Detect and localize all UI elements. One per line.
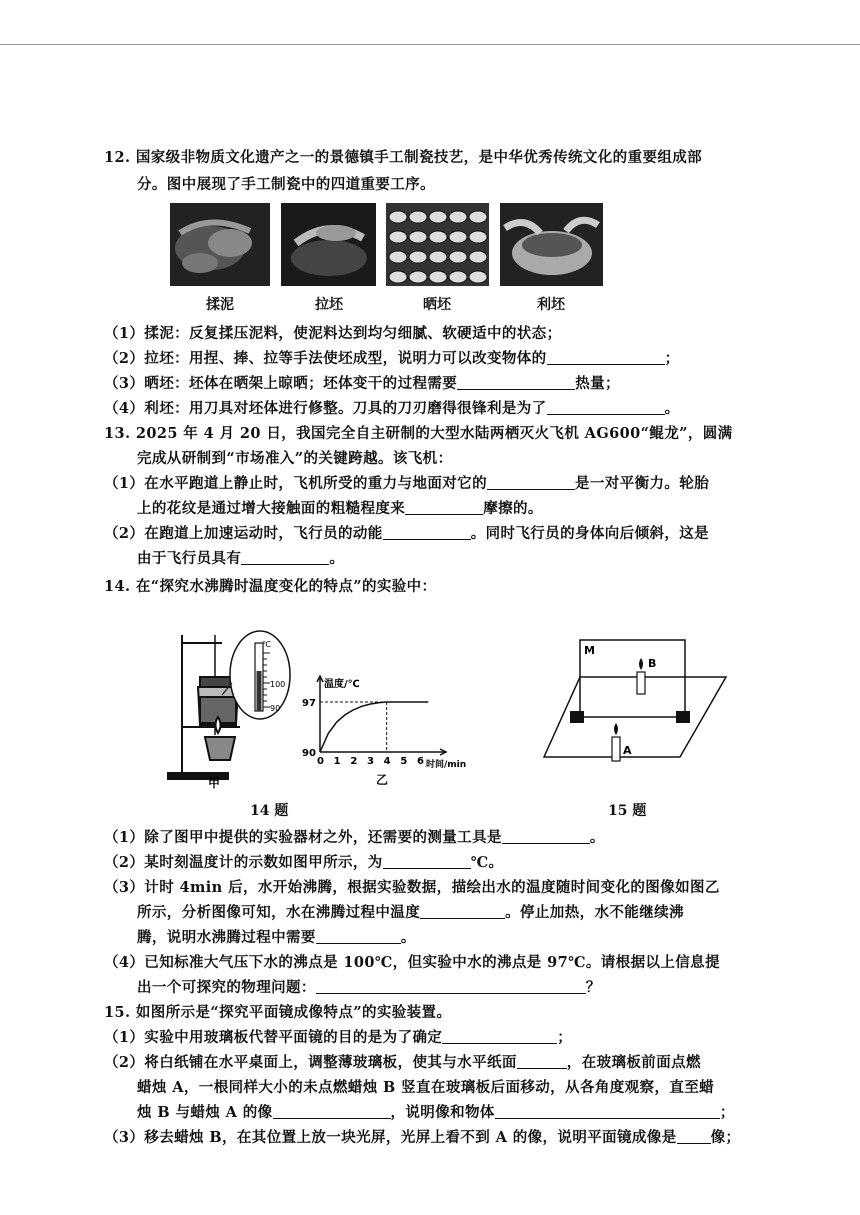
answer-blank[interactable] bbox=[547, 400, 665, 415]
q12-sub2-end: ； bbox=[664, 350, 680, 367]
x-tick-label: 6 bbox=[417, 756, 424, 767]
figure-yi-label: 乙 bbox=[376, 773, 389, 787]
q15-sub2-text4: ，说明像和物体 bbox=[390, 1104, 495, 1121]
answer-blank[interactable] bbox=[383, 854, 471, 869]
q14-sub2-end: ℃。 bbox=[470, 854, 504, 871]
y-tick-label: 97 bbox=[302, 698, 316, 709]
q14-sub2-text: （2）某时刻温度计的示数如图甲所示，为 bbox=[104, 854, 383, 871]
q13-sub1-text2: 是一对平衡力。轮胎 bbox=[575, 475, 710, 492]
q14-sub1 bbox=[104, 828, 605, 848]
q14-sub2 bbox=[104, 853, 503, 873]
q15-sub1-end: ； bbox=[557, 1029, 573, 1046]
series-line bbox=[320, 702, 428, 752]
q14-sub3-cont2 bbox=[137, 928, 416, 948]
answer-blank[interactable] bbox=[316, 979, 586, 994]
answer-blank[interactable] bbox=[495, 1104, 720, 1119]
q13-sub2-end: 。 bbox=[329, 550, 345, 567]
caption-throwing: 拉坯 bbox=[315, 297, 343, 313]
answer-blank[interactable] bbox=[383, 525, 471, 540]
q14-sub4-cont bbox=[137, 978, 601, 998]
q15-sub2-cont2 bbox=[137, 1103, 735, 1123]
q12-line1: 12. 国家级非物质文化遗产之一的景德镇手工制瓷技艺，是中华优秀传统文化的重要组成部 bbox=[104, 149, 703, 166]
q13-sub2 bbox=[104, 524, 709, 544]
x-tick-label: 4 bbox=[383, 756, 391, 767]
figure-yi-chart bbox=[298, 672, 483, 787]
y-tick-label: 90 bbox=[302, 748, 316, 759]
answer-blank[interactable] bbox=[273, 1104, 391, 1119]
q15-line1: 15. 如图所示是“探究平面镜成像特点”的实验装置。 bbox=[104, 1004, 452, 1021]
q14-sub3-text2: 所示，分析图像可知，水在沸腾过程中温度 bbox=[137, 904, 421, 921]
q13-sub2-text3: 由于飞行员具有 bbox=[137, 550, 242, 567]
answer-blank[interactable] bbox=[547, 350, 665, 365]
q14-line1: 14. 在“探究水沸腾时温度变化的特点”的实验中： bbox=[104, 578, 437, 595]
answer-blank[interactable] bbox=[677, 1129, 711, 1144]
q13-sub1-end: 摩擦的。 bbox=[483, 500, 543, 517]
q14-sub3: （3）计时 4min 后，水开始沸腾，根据实验数据，描绘出水的温度随时间变化的图像如图乙 bbox=[104, 879, 720, 896]
q15-sub2-text3: 烛 B 与蜡烛 A 的像 bbox=[137, 1104, 273, 1121]
q14-sub4: （4）已知标准大气压下水的沸点是 100℃，但实验中水的沸点是 97℃。请根据以上信息提 bbox=[104, 954, 720, 971]
figure-jia-apparatus bbox=[160, 625, 295, 790]
q12-sub3-end: 热量； bbox=[575, 375, 620, 392]
q15-sub3-end: 像； bbox=[710, 1129, 741, 1146]
q12-sub4-end: 。 bbox=[664, 400, 680, 417]
caption-trimming: 利坯 bbox=[537, 297, 565, 313]
candle-a bbox=[612, 723, 620, 761]
figure-jia-label: 甲 bbox=[208, 776, 221, 790]
q15-sub2-cont: 蜡烛 A，一根同样大小的未点燃蜡烛 B 竖直在玻璃板后面移动，从各角度观察，直至蜡 bbox=[137, 1079, 715, 1096]
answer-blank[interactable] bbox=[420, 904, 505, 919]
answer-blank[interactable] bbox=[241, 550, 329, 565]
q12-sub2 bbox=[104, 349, 680, 369]
caption-kneading: 揉泥 bbox=[206, 297, 234, 313]
q13-sub2-cont bbox=[137, 549, 344, 569]
q13-line2: 完成从研制到“市场准入”的关键跨越。该飞机： bbox=[137, 450, 453, 467]
answer-blank[interactable] bbox=[442, 1029, 557, 1044]
q15-sub2 bbox=[104, 1053, 701, 1073]
answer-blank[interactable] bbox=[502, 829, 590, 844]
q12-line2: 分。图中展现了手工制瓷中的四道重要工序。 bbox=[137, 176, 435, 193]
q13-sub1-cont bbox=[137, 499, 543, 519]
q12-sub2-text: （2）拉坯：用捏、捧、拉等手法使坯成型，说明力可以改变物体的 bbox=[104, 350, 547, 367]
q14-sub3-end: 。 bbox=[400, 929, 416, 946]
answer-blank[interactable] bbox=[405, 500, 483, 515]
answer-blank[interactable] bbox=[517, 1054, 567, 1069]
figure-15-caption: 15 题 bbox=[608, 803, 647, 819]
q15-sub3-text: （3）移去蜡烛 B，在其位置上放一块光屏，光屏上看不到 A 的像，说明平面镜成像是 bbox=[104, 1129, 677, 1146]
q12-sub3-text: （3）晒坯：坯体在晒架上晾晒；坯体变干的过程需要 bbox=[104, 375, 458, 392]
figure-15-mirror-setup bbox=[540, 632, 730, 782]
q15-sub2-text: （2）将白纸铺在水平桌面上，调整薄玻璃板，使其与水平纸面 bbox=[104, 1054, 517, 1071]
photo-drying-clay bbox=[386, 203, 489, 286]
q12-sub4-text: （4）利坯：用刀具对坯体进行修整。刀具的刀刃磨得很锋利是为了 bbox=[104, 400, 547, 417]
q15-sub3 bbox=[104, 1128, 740, 1148]
label-a: A bbox=[623, 744, 632, 757]
plate-stand-right bbox=[676, 711, 690, 723]
x-tick-label: 3 bbox=[367, 756, 374, 767]
q14-sub3-text4: 腾，说明水沸腾过程中需要 bbox=[137, 929, 316, 946]
q12-sub4 bbox=[104, 399, 680, 419]
q13-sub1-text: （1）在水平跑道上静止时，飞机所受的重力与地面对它的 bbox=[104, 475, 487, 492]
x-tick-label: 2 bbox=[350, 756, 358, 767]
answer-blank[interactable] bbox=[316, 929, 401, 944]
x-axis-label: 时间/min bbox=[426, 760, 467, 770]
q14-sub3-text3: 。停止加热，水不能继续沸 bbox=[505, 904, 684, 921]
x-tick-label: 1 bbox=[333, 756, 341, 767]
q12-sub3 bbox=[104, 374, 620, 394]
q13-sub1 bbox=[104, 474, 709, 494]
q14-sub4-text2: 出一个可探究的物理问题： bbox=[137, 979, 316, 996]
q12-sub1: （1）揉泥：反复揉压泥料，使泥料达到均匀细腻、软硬适中的状态； bbox=[104, 325, 562, 342]
answer-blank[interactable] bbox=[457, 375, 575, 390]
q15-sub1-text: （1）实验中用玻璃板代替平面镜的目的是为了确定 bbox=[104, 1029, 443, 1046]
glass-plate bbox=[580, 640, 685, 717]
q15-sub2-text2: ，在玻璃板前面点燃 bbox=[566, 1054, 701, 1071]
q13-sub2-text2: 。同时飞行员的身体向后倾斜，这是 bbox=[470, 525, 710, 542]
y-axis-label: 温度/℃ bbox=[324, 679, 360, 690]
x-tick-label: 0 bbox=[317, 756, 324, 767]
q14-sub4-end: ？ bbox=[585, 979, 601, 996]
plate-stand-left bbox=[570, 711, 584, 723]
q15-sub1 bbox=[104, 1028, 572, 1048]
thermo-unit: ℃ bbox=[262, 640, 271, 649]
label-b: B bbox=[648, 657, 657, 670]
thermo-label-100: 100 bbox=[270, 680, 286, 689]
answer-blank[interactable] bbox=[487, 475, 575, 490]
label-m: M bbox=[584, 644, 595, 657]
caption-drying: 晒坯 bbox=[423, 297, 451, 313]
photo-kneading-clay bbox=[170, 203, 270, 286]
candle-b bbox=[637, 658, 645, 694]
q14-sub1-end: 。 bbox=[589, 829, 605, 846]
q13-sub2-text: （2）在跑道上加速运动时，飞行员的动能 bbox=[104, 525, 383, 542]
q13-line1: 13. 2025 年 4 月 20 日，我国完全自主研制的大型水陆两栖灭火飞机 AG600“鲲龙”，圆满 bbox=[104, 425, 733, 442]
q14-sub1-text: （1）除了图甲中提供的实验器材之外，还需要的测量工具是 bbox=[104, 829, 502, 846]
photo-trimming-clay bbox=[500, 203, 603, 286]
q15-sub2-end: ； bbox=[719, 1104, 735, 1121]
x-tick-label: 5 bbox=[400, 756, 408, 767]
thermo-label-90: 90 bbox=[270, 704, 281, 713]
figure-14-caption: 14 题 bbox=[250, 803, 289, 819]
q13-sub1-text3: 上的花纹是通过增大接触面的粗糙程度来 bbox=[137, 500, 406, 517]
photo-throwing-clay bbox=[281, 203, 376, 286]
q14-sub3-cont bbox=[137, 903, 684, 923]
